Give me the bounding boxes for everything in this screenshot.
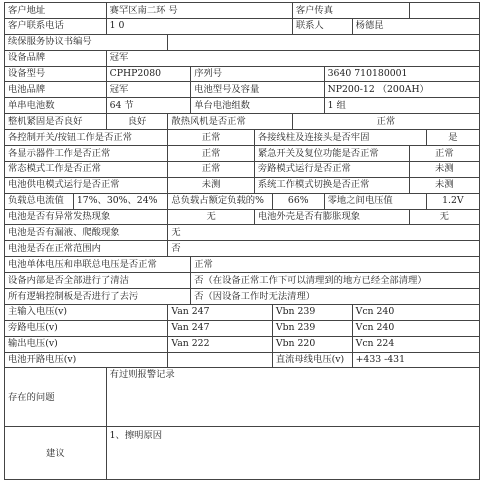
- serial-value: 3640 710180001: [324, 66, 479, 82]
- problem-row: [5, 368, 480, 427]
- cell-count-label: 单串电池数: [5, 98, 107, 114]
- battery-row: [5, 82, 480, 98]
- contact-label: 联系人: [292, 18, 352, 34]
- address-text: 赛罕区南二环 号: [109, 4, 178, 16]
- battery-groups-value: 1 组: [324, 98, 479, 114]
- battery-heat-value: 无: [168, 209, 254, 225]
- cleaning-row: [5, 273, 480, 289]
- contact-value: 杨德昆: [352, 18, 479, 34]
- voltage-check-row: [5, 257, 480, 273]
- check-label-a: 各显示器件工作是否正常: [5, 146, 168, 162]
- leak-value: 无: [168, 225, 480, 241]
- voltage-check-label: 电池单体电压和串联总电压是否正常: [5, 257, 191, 273]
- battery-open-voltage-row: [5, 352, 480, 368]
- inspection-form-table: [4, 2, 480, 480]
- check-label-a: 各控制开关/按钮工作是否正常: [5, 130, 168, 146]
- battery-brand-value: 冠军: [106, 82, 191, 98]
- suggestion-value: 1、擦明原因: [106, 427, 479, 480]
- problem-value: 有过则报警记录: [106, 368, 479, 427]
- van-value: Van 247: [168, 320, 272, 336]
- cells-row: [5, 98, 480, 114]
- output-voltage-row: [5, 336, 480, 352]
- main-input-voltage-row: [5, 304, 480, 320]
- check-value-b: 未测: [409, 177, 479, 193]
- contract-label: 续保服务协议书编号: [5, 34, 168, 50]
- check-value-a: 未测: [168, 177, 254, 193]
- cleaning-value: 否（在设备正常工作下可以清理到的地方已经全部清理）: [191, 273, 480, 289]
- model-row: [5, 66, 480, 82]
- voltage-label: 主输入电压(v): [5, 304, 168, 320]
- brand-label: 设备品牌: [5, 50, 107, 66]
- check-value-a: 正常: [168, 146, 254, 162]
- check-value-a: 良好: [106, 114, 168, 130]
- model-value: CPHP2080: [106, 66, 191, 82]
- check-label-b: 各接线柱及连接头是否牢固: [254, 130, 426, 146]
- battery-open-voltage-value: [168, 352, 272, 368]
- load-current-value: 17%、30%、24%: [73, 193, 168, 209]
- check-value-b: 正常: [292, 114, 479, 130]
- battery-model-value: NP200-12 （200AH）: [324, 82, 479, 98]
- phone-label: 客户联系电话: [5, 18, 107, 34]
- battery-bulge-value: 无: [409, 209, 479, 225]
- check-label-a: 电池供电模式运行是否正常: [5, 177, 168, 193]
- rated-load-value: 66%: [272, 193, 324, 209]
- check-label-a: 常态模式工作是否正常: [5, 161, 168, 177]
- temperature-label: 电池是否在正常范围内: [5, 241, 168, 257]
- logic-board-row: [5, 289, 480, 305]
- logic-board-label: 所有逻辑控制板是否进行了去污: [5, 289, 191, 305]
- contract-value: [168, 34, 480, 50]
- address-row: [5, 3, 480, 19]
- neutral-voltage-label: 零地之间电压值: [324, 193, 426, 209]
- check-row: [5, 114, 480, 130]
- bypass-voltage-row: [5, 320, 480, 336]
- cell-count-value: 64 节: [106, 98, 191, 114]
- check-label-a: 整机紧固是否良好: [5, 114, 107, 130]
- neutral-voltage-value: 1.2V: [426, 193, 479, 209]
- van-value: Van 247: [168, 304, 272, 320]
- problem-label: 存在的问题: [5, 368, 107, 427]
- check-row: [5, 130, 480, 146]
- vbn-value: Vbn 220: [272, 336, 352, 352]
- logic-board-value: 否（因设备工作时无法清理）: [191, 289, 480, 305]
- rated-load-label: 总负载占额定负载的%: [168, 193, 272, 209]
- voltage-check-value: 正常: [191, 257, 480, 273]
- battery-groups-label: 单台电池组数: [191, 98, 324, 114]
- check-row: [5, 177, 480, 193]
- van-value: Van 222: [168, 336, 272, 352]
- battery-open-voltage-label: 电池开路电压(v): [5, 352, 168, 368]
- suggestion-row: [5, 427, 480, 480]
- leak-row: [5, 225, 480, 241]
- phone-row: [5, 18, 480, 34]
- fax-label: 客户传真: [292, 3, 409, 19]
- check-value-b: 未测: [409, 161, 479, 177]
- load-row: [5, 193, 480, 209]
- voltage-label: 输出电压(v): [5, 336, 168, 352]
- battery-model-label: 电池型号及容量: [191, 82, 324, 98]
- voltage-label: 旁路电压(v): [5, 320, 168, 336]
- check-label-b: 旁路模式运行是否正常: [254, 161, 409, 177]
- brand-row: [5, 50, 480, 66]
- check-row: [5, 161, 480, 177]
- suggestion-label: 建议: [5, 427, 107, 480]
- fax-value: [409, 3, 479, 19]
- battery-brand-label: 电池品牌: [5, 82, 107, 98]
- model-label: 设备型号: [5, 66, 107, 82]
- check-label-b: 系统工作模式切换是否正常: [254, 177, 409, 193]
- cleaning-label: 设备内部是否全部进行了清洁: [5, 273, 191, 289]
- dc-bus-voltage-value: +433 -431: [352, 352, 479, 368]
- contract-row: [5, 34, 480, 50]
- battery-bulge-label: 电池外壳是否有膨胀现象: [254, 209, 409, 225]
- vcn-value: Vcn 224: [352, 336, 479, 352]
- check-row: [5, 146, 480, 162]
- leak-label: 电池是否有漏液、爬酸现象: [5, 225, 168, 241]
- phone-value: 1 0: [106, 18, 292, 34]
- vbn-value: Vbn 239: [272, 304, 352, 320]
- address-label: 客户地址: [5, 3, 107, 19]
- serial-label: 序列号: [191, 66, 324, 82]
- brand-value: 冠军: [106, 50, 479, 66]
- battery-heat-label: 电池是否有异常发热现象: [5, 209, 168, 225]
- vcn-value: Vcn 240: [352, 304, 479, 320]
- battery-heat-row: [5, 209, 480, 225]
- vcn-value: Vcn 240: [352, 320, 479, 336]
- check-value-a: 正常: [168, 130, 254, 146]
- temperature-row: [5, 241, 480, 257]
- vbn-value: Vbn 239: [272, 320, 352, 336]
- address-value: [106, 3, 292, 19]
- temperature-value: 否: [168, 241, 480, 257]
- load-current-label: 负载总电流值: [5, 193, 74, 209]
- dc-bus-voltage-label: 直流母线电压(v): [272, 352, 352, 368]
- check-label-b: 紧急开关及复位功能是否正常: [254, 146, 409, 162]
- check-label-b: 散热风机是否正常: [168, 114, 292, 130]
- check-value-b: 正常: [409, 146, 479, 162]
- check-value-a: 正常: [168, 161, 254, 177]
- check-value-b: 是: [426, 130, 479, 146]
